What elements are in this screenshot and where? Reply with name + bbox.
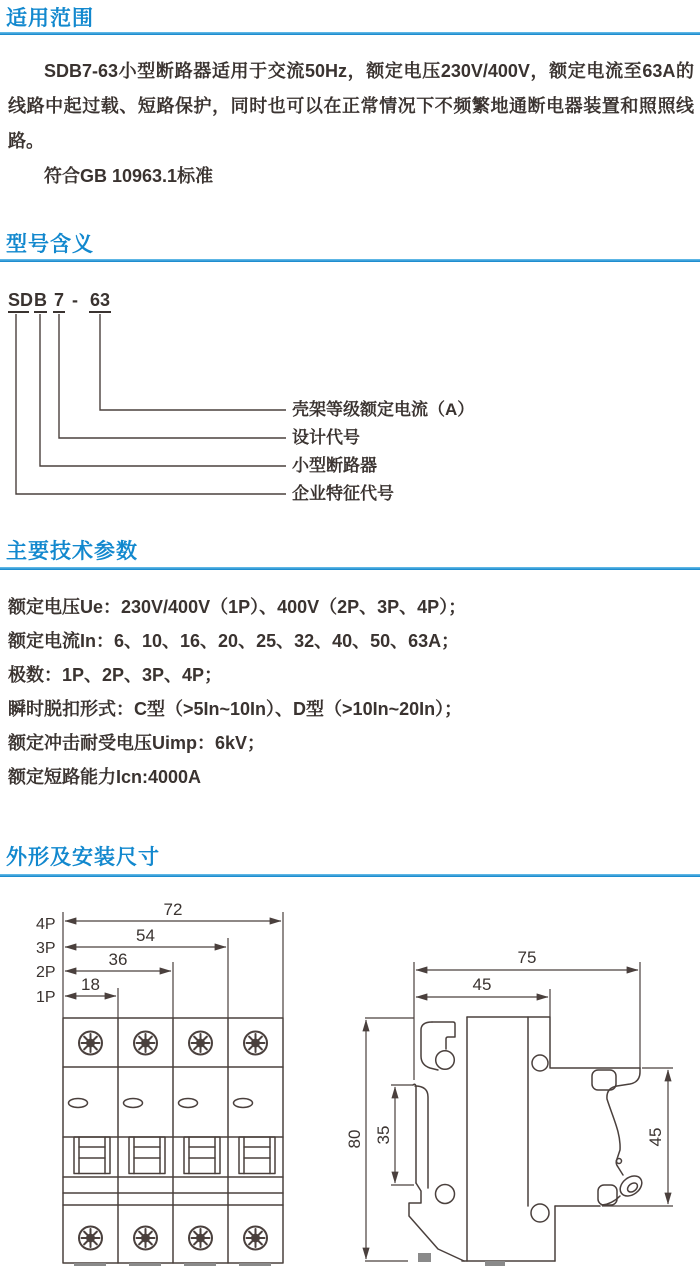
- terminal-screw-icon: [244, 1032, 267, 1055]
- model-code-7: 7: [53, 289, 65, 313]
- toggle-handle: [239, 1137, 275, 1174]
- side-dimension-lines: [345, 948, 673, 1261]
- specs-heading: 主要技术参数: [6, 540, 138, 563]
- model-code-b: B: [34, 289, 47, 313]
- scope-heading: 适用范围: [6, 7, 94, 30]
- spec-item: 额定电压Ue：230V/400V（1P）、400V（2P、3P、4P）；: [8, 597, 467, 617]
- side-view-drawing: [330, 898, 700, 1266]
- side-body-outline: [462, 1017, 646, 1261]
- model-code-sd: SD: [8, 289, 29, 313]
- scope-heading-rule: [0, 32, 700, 35]
- scope-standard-note: 符合GB 10963.1标准: [44, 166, 214, 186]
- terminal-screw-icon: [134, 1032, 157, 1055]
- terminal-screw-icon: [189, 1227, 212, 1250]
- spec-item: 极数：1P、2P、3P、4P；: [8, 665, 223, 685]
- side-dim-80: 80: [345, 1129, 364, 1149]
- scope-paragraphs: [8, 54, 694, 194]
- toggle-handle: [184, 1137, 220, 1174]
- spec-item: 额定短路能力Icn:4000A: [8, 767, 202, 787]
- toggle-handle: [74, 1137, 110, 1174]
- model-code-63: 63: [89, 289, 111, 313]
- model-heading-rule: [0, 259, 700, 262]
- side-dim-45-right: 45: [646, 1127, 665, 1147]
- front-windows: [69, 1099, 253, 1108]
- terminal-screw-icon: [189, 1032, 212, 1055]
- terminal-screw-icon: [79, 1032, 102, 1055]
- terminal-screw-icon: [134, 1227, 157, 1250]
- side-din-clip: [409, 1022, 464, 1261]
- spec-item: 额定电流In：6、10、16、20、25、32、40、50、63A；: [8, 631, 460, 651]
- side-dim-35: 35: [374, 1125, 393, 1145]
- terminal-screw-icon: [79, 1227, 102, 1250]
- spec-list: [8, 590, 694, 794]
- dimensions-heading-rule: [0, 874, 700, 877]
- front-dimension-lines: [36, 900, 283, 1018]
- specs-heading-rule: [0, 567, 700, 570]
- side-dim-45-top: 45: [472, 975, 492, 994]
- side-dim-75: 75: [517, 948, 537, 967]
- front-dim-54: 54: [136, 926, 155, 945]
- terminal-screw-icon: [244, 1227, 267, 1250]
- spec-item: 额定冲击耐受电压Uimp：6kV；: [8, 733, 266, 753]
- model-code-dash: -: [72, 290, 78, 310]
- spec-item: 瞬时脱扣形式：C型（>5In~10In）、D型（>10In~20In）；: [8, 699, 463, 719]
- front-label-4p: 4P: [36, 916, 56, 933]
- model-legend-enterprise-code: 企业特征代号: [292, 484, 394, 503]
- model-legend-mcb: 小型断路器: [292, 456, 377, 475]
- model-leader-lines: [0, 310, 300, 510]
- model-legend-frame-current: 壳架等级额定电流（A）: [292, 400, 475, 419]
- front-label-3p: 3P: [36, 940, 56, 957]
- front-dim-72: 72: [163, 900, 183, 919]
- front-dim-36: 36: [108, 950, 128, 969]
- scope-paragraph: SDB7-63小型断路器适用于交流50Hz，额定电压230V/400V，额定电流至63A的线路中起过载、短路保护，同时也可以在正常情况下不频繁地通断电器装置和照照线路。: [8, 61, 694, 151]
- front-view-drawing: [20, 898, 320, 1266]
- model-heading: 型号含义: [6, 233, 94, 256]
- front-body-outline: [63, 1018, 283, 1263]
- front-toggle-handles: [74, 1137, 275, 1174]
- front-label-2p: 2P: [36, 964, 56, 981]
- front-label-1p: 1P: [36, 989, 56, 1006]
- toggle-handle: [129, 1137, 165, 1174]
- front-dim-18: 18: [81, 975, 100, 994]
- dimensions-heading: 外形及安装尺寸: [6, 846, 160, 869]
- model-legend-design-code: 设计代号: [292, 428, 360, 447]
